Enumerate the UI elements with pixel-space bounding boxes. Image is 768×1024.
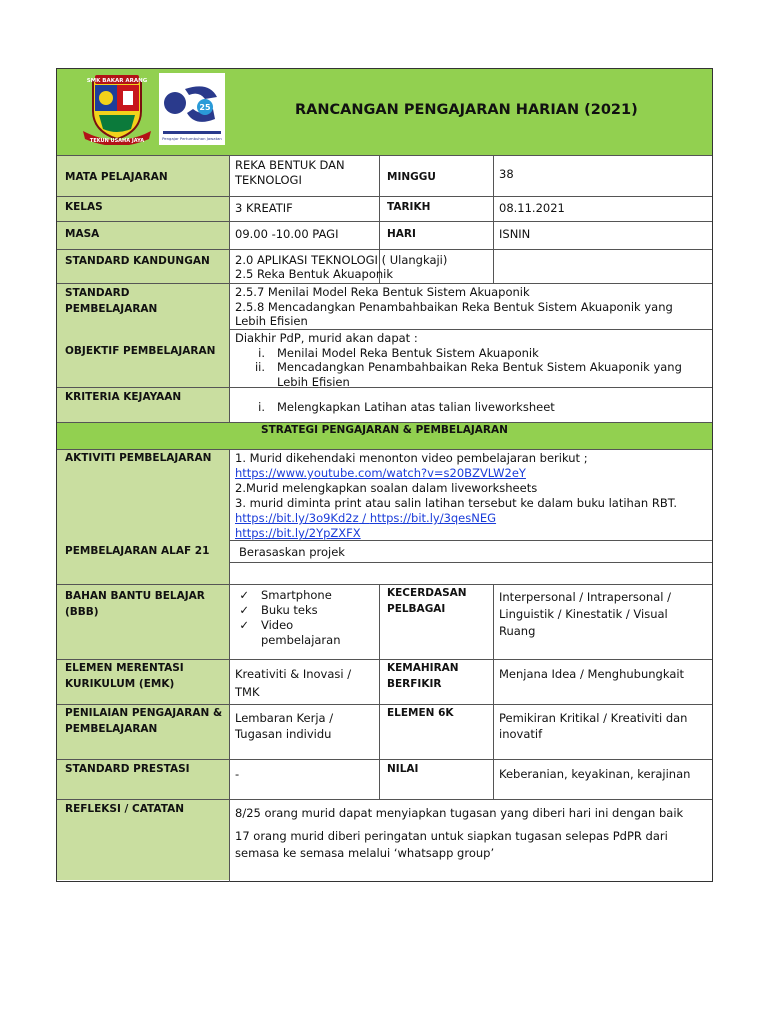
check-icon: ✓ — [239, 618, 249, 632]
objektif-list — [235, 346, 706, 390]
list-item: ii. Mencadangkan Penambahbaikan Reka Bentuk Sistem Akuaponik yang Lebih Efisien — [254, 360, 682, 389]
objektif-intro: Diakhir PdP, murid akan dapat : — [235, 331, 418, 345]
label-masa: MASA — [65, 228, 100, 240]
standard-kandungan-line: 2.5 Reka Bentuk Akuaponik — [235, 267, 394, 281]
value-masa: 09.00 -10.00 PAGI — [235, 227, 339, 241]
standard-kandungan-line: 2.0 APLIKASI TEKNOLOGI ( Ulangkaji) — [235, 253, 448, 267]
label-kecerdasan-pelbagai: KECERDASAN PELBAGAI — [387, 587, 467, 615]
bitly-link-2[interactable]: https://bit.ly/3qesNEG — [369, 511, 497, 525]
value-standard-kandungan — [229, 251, 712, 281]
value-aktiviti-pembelajaran — [229, 449, 712, 541]
refleksi-paragraph: 8/25 orang murid dapat menyiapkan tugasan yang diberi hari ini dengan baik — [235, 806, 684, 820]
label-tarikh: TARIKH — [387, 201, 431, 213]
value-standard-prestasi: - — [235, 767, 240, 781]
bitly-link-3[interactable]: https://bit.ly/2YpZXFX — [235, 526, 361, 540]
value-standard-pembelajaran — [229, 283, 712, 329]
page-title: RANCANGAN PENGAJARAN HARIAN (2021) — [295, 102, 638, 118]
label-penilaian: PENILAIAN PENGAJARAN & PEMBELAJARAN — [65, 707, 223, 735]
list-item: ✓ Buku teks — [235, 603, 373, 618]
grid-line — [57, 422, 712, 423]
label-refleksi: REFLEKSI / CATATAN — [65, 803, 184, 815]
label-kemahiran-berfikir: KEMAHIRAN BERFIKIR — [387, 662, 459, 690]
youtube-link[interactable]: https://www.youtube.com/watch?v=s20BZVLW2eY — [235, 466, 526, 480]
label-aktiviti-pembelajaran: AKTIVITI PEMBELAJARAN — [65, 452, 212, 464]
crest-school-name: SMK BAKAR ARANG — [86, 78, 148, 84]
list-item: ✓ Video pembelajaran — [235, 618, 373, 648]
aktiviti-line: 1. Murid dikehendaki menonton video pembelajaran berikut ; — [235, 451, 588, 465]
value-hari: ISNIN — [499, 227, 531, 241]
standard-pembelajaran-line: 2.5.7 Menilai Model Reka Bentuk Sistem Akuaponik — [235, 285, 530, 299]
list-item: i. Melengkapkan Latihan atas talian liveworksheet — [258, 400, 555, 414]
check-icon: ✓ — [239, 603, 249, 617]
check-icon: ✓ — [239, 588, 249, 602]
school-crest-logo — [79, 73, 155, 145]
crest-school-motto: TEKUN USAHA JAYA — [89, 138, 145, 144]
label-standard-pembelajaran: STANDARD PEMBELAJARAN — [65, 287, 158, 315]
label-objektif-pembelajaran: OBJEKTIF PEMBELAJARAN — [65, 345, 216, 357]
partner-logo-caption: Pengajar Pertumbuhan Jawatan — [162, 136, 222, 141]
value-kelas: 3 KREATIF — [235, 201, 293, 215]
label-standard-kandungan: STANDARD KANDUNGAN — [65, 255, 210, 267]
strategy-band — [57, 422, 712, 449]
value-kecerdasan-pelbagai: Interpersonal / Intrapersonal / Linguistik / Kinestatik / Visual Ruang — [499, 590, 671, 638]
list-item: ✓ Smartphone — [235, 588, 373, 603]
partner-logo — [159, 73, 225, 145]
partner-logo-number: 25 — [199, 103, 211, 112]
bitly-link-1[interactable]: https://bit.ly/3o9Kd2z — [235, 511, 359, 525]
label-mata-pelajaran: MATA PELAJARAN — [65, 171, 168, 183]
strategy-heading: STRATEGI PENGAJARAN & PEMBELAJARAN — [261, 424, 508, 436]
value-objektif-pembelajaran — [229, 329, 712, 389]
list-item: i. Menilai Model Reka Bentuk Sistem Akuaponik — [258, 345, 539, 360]
label-standard-prestasi: STANDARD PRESTASI — [65, 763, 190, 775]
aktiviti-line: 3. murid diminta print atau salin latihan tersebut ke dalam buku latihan RBT. — [235, 496, 678, 510]
label-elemen-6k: ELEMEN 6K — [387, 707, 454, 719]
label-hari: HARI — [387, 228, 416, 240]
value-elemen-6k: Pemikiran Kritikal / Kreativiti dan inovatif — [499, 711, 688, 741]
value-bahan-bantu-belajar — [229, 586, 379, 648]
label-nilai: NILAI — [387, 763, 419, 775]
label-pembelajaran-alaf-21: PEMBELAJARAN ALAF 21 — [65, 545, 210, 557]
lesson-plan-document — [56, 68, 713, 882]
value-mata-pelajaran: REKA BENTUK DAN TEKNOLOGI — [235, 158, 345, 187]
standard-pembelajaran-line: 2.5.8 Mencadangkan Penambahbaikan Reka Bentuk Sistem Akuaponik yang Lebih Efisien — [235, 299, 673, 328]
value-penilaian: Lembaran Kerja / Tugasan individu — [235, 711, 334, 741]
value-pembelajaran-alaf-21: Berasaskan projek — [239, 545, 345, 559]
label-kelas: KELAS — [65, 201, 103, 213]
header-band — [57, 69, 712, 155]
value-tarikh: 08.11.2021 — [499, 201, 565, 215]
aktiviti-line: 2.Murid melengkapkan soalan dalam liveworksheets — [235, 481, 538, 495]
grid-line — [229, 562, 712, 563]
label-bahan-bantu-belajar: BAHAN BANTU BELAJAR (BBB) — [65, 590, 205, 618]
value-minggu: 38 — [499, 167, 514, 181]
bbb-checklist — [235, 588, 373, 648]
value-emk: Kreativiti & Inovasi / TMK — [235, 667, 352, 699]
label-kriteria-kejayaan: KRITERIA KEJAYAAN — [65, 391, 182, 403]
link-separator: / — [358, 511, 370, 525]
value-kemahiran-berfikir: Menjana Idea / Menghubungkait — [499, 667, 685, 681]
grid-line — [57, 155, 712, 156]
value-nilai: Keberanian, keyakinan, kerajinan — [499, 767, 691, 781]
value-refleksi — [229, 803, 712, 862]
label-minggu: MINGGU — [387, 171, 436, 183]
value-kriteria-kejayaan — [229, 398, 712, 415]
refleksi-paragraph: 17 orang murid diberi peringatan untuk siapkan tugasan selepas PdPR dari semasa ke semasa melalui ‘whatsapp group’ — [235, 829, 668, 860]
label-emk: ELEMEN MERENTASI KURIKULUM (EMK) — [65, 662, 184, 690]
